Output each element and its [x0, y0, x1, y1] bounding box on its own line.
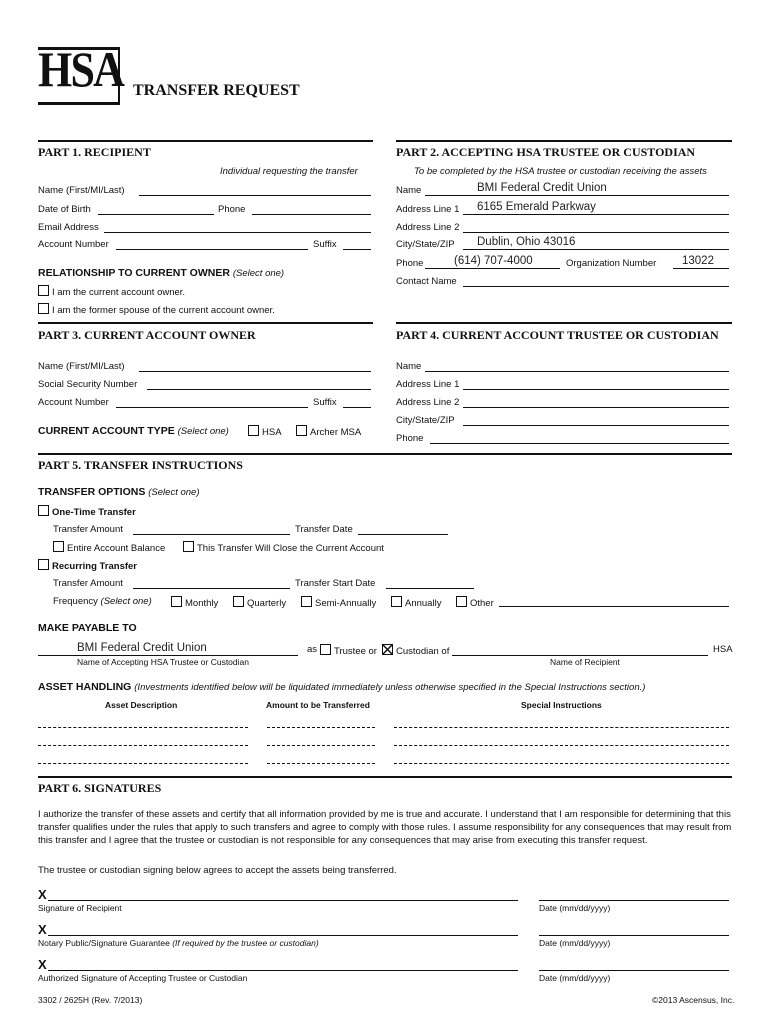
accepting-caption: Name of Accepting HSA Trustee or Custodian [77, 657, 249, 667]
asset-row-3-description[interactable] [38, 763, 248, 764]
recurring-amount-field[interactable] [133, 588, 290, 589]
trustee-name-value: BMI Federal Credit Union [477, 182, 607, 194]
account-type-heading: CURRENT ACCOUNT TYPE (Select one) [38, 425, 229, 437]
notary-signature-caption: Notary Public/Signature Guarantee (If required by the trustee or custodian) [38, 938, 319, 948]
checkbox-entire-balance[interactable] [53, 541, 64, 552]
authorized-date-field[interactable] [539, 970, 729, 971]
trustee-addr2-label: Address Line 2 [396, 222, 460, 233]
ssn-label: Social Security Number [38, 379, 138, 390]
current-trustee-phone-field[interactable] [430, 443, 729, 444]
opt-trustee[interactable]: Trustee or [320, 644, 377, 657]
recipient-caption: Name of Recipient [550, 657, 620, 667]
notary-date-caption: Date (mm/dd/yyyy) [539, 938, 611, 948]
opt-recurring[interactable]: Recurring Transfer [38, 559, 137, 572]
org-number-field[interactable] [673, 268, 729, 269]
recipient-date-field[interactable] [539, 900, 729, 901]
asset-row-1-description[interactable] [38, 727, 248, 728]
x-mark-notary: X [38, 922, 47, 937]
part2-subtitle: To be completed by the HSA trustee or custodian receiving the assets [414, 166, 707, 177]
part5-rule [38, 453, 732, 455]
opt-former-spouse[interactable]: I am the former spouse of the current account owner. [38, 303, 275, 316]
trustee-addr1-value: 6165 Emerald Parkway [477, 201, 596, 213]
authorization-paragraph: I authorize the transfer of these assets and certify that all information provided by me is true and accurate. I understand that I am responsible for determining that this transfer qualifies under the rules that apply to such transfers and agree to comply with those rules. I assume responsibility for any consequences that may result from this transfer and I agree that the trustee or custodian is not responsible for any consequences that may arise from executing this transfer request. [38, 809, 732, 846]
asset-row-2-instructions[interactable] [394, 745, 729, 746]
checkmark-x-icon [383, 645, 392, 654]
checkbox-one-time[interactable] [38, 505, 49, 516]
checkbox-close-account[interactable] [183, 541, 194, 552]
owner-suffix-field[interactable] [343, 407, 371, 408]
document-title: TRANSFER REQUEST [133, 82, 300, 99]
checkbox-custodian-checked[interactable] [382, 644, 393, 655]
checkbox-archer-msa[interactable] [296, 425, 307, 436]
org-number-value: 13022 [682, 255, 714, 267]
recipient-name-label: Name (First/MI/Last) [38, 185, 125, 196]
recipient-phone-label: Phone [218, 204, 246, 215]
transfer-options-heading: TRANSFER OPTIONS (Select one) [38, 486, 200, 498]
part6-rule [38, 776, 732, 778]
part1-rule [38, 140, 373, 142]
transfer-date-label: Transfer Date [295, 524, 353, 535]
part2-rule [396, 140, 732, 142]
part1-subtitle: Individual requesting the transfer [220, 166, 358, 177]
checkbox-current-owner[interactable] [38, 285, 49, 296]
checkbox-former-spouse[interactable] [38, 303, 49, 314]
owner-suffix-label: Suffix [313, 397, 337, 408]
checkbox-recurring[interactable] [38, 559, 49, 570]
opt-other[interactable]: Other [456, 596, 494, 609]
current-trustee-addr2-field[interactable] [463, 407, 729, 408]
owner-account-label: Account Number [38, 397, 109, 408]
opt-monthly[interactable]: Monthly [171, 596, 218, 609]
dob-field[interactable] [98, 214, 214, 215]
checkbox-monthly[interactable] [171, 596, 182, 607]
checkbox-hsa[interactable] [248, 425, 259, 436]
hsa-suffix: HSA [713, 644, 733, 655]
relationship-heading: RELATIONSHIP TO CURRENT OWNER (Select one) [38, 267, 285, 279]
email-field[interactable] [104, 232, 371, 233]
opt-custodian[interactable]: Custodian of [382, 644, 449, 657]
checkbox-other[interactable] [456, 596, 467, 607]
x-mark-authorized: X [38, 957, 47, 972]
recipient-suffix-field[interactable] [343, 249, 371, 250]
recipient-account-label: Account Number [38, 239, 109, 250]
start-date-label: Transfer Start Date [295, 578, 376, 589]
transfer-amount-label: Transfer Amount [53, 524, 123, 535]
recipient-signature-field[interactable] [48, 900, 518, 901]
part6-heading: PART 6. SIGNATURES [38, 781, 162, 795]
checkbox-annually[interactable] [391, 596, 402, 607]
col-asset-description: Asset Description [105, 700, 178, 710]
owner-name-label: Name (First/MI/Last) [38, 361, 125, 372]
col-special-instructions: Special Instructions [521, 700, 602, 710]
trustee-city-label: City/State/ZIP [396, 239, 455, 250]
current-trustee-addr1-field[interactable] [463, 389, 729, 390]
recipient-date-caption: Date (mm/dd/yyyy) [539, 903, 611, 913]
asset-row-2-description[interactable] [38, 745, 248, 746]
recipient-account-field[interactable] [116, 249, 308, 250]
current-trustee-city-label: City/State/ZIP [396, 415, 455, 426]
contact-name-label: Contact Name [396, 276, 457, 287]
current-trustee-addr2-label: Address Line 2 [396, 397, 460, 408]
dob-label: Date of Birth [38, 204, 91, 215]
authorized-date-caption: Date (mm/dd/yyyy) [539, 973, 611, 983]
trustee-addr2-field[interactable] [463, 232, 729, 233]
trustee-phone-field[interactable] [425, 268, 560, 269]
recipient-phone-field[interactable] [252, 214, 371, 215]
start-date-field[interactable] [386, 588, 474, 589]
owner-account-field[interactable] [116, 407, 308, 408]
current-trustee-phone-label: Phone [396, 433, 424, 444]
authorized-signature-caption: Authorized Signature of Accepting Trustee or Custodian [38, 973, 248, 983]
trustee-city-value: Dublin, Ohio 43016 [477, 236, 576, 248]
part5-heading: PART 5. TRANSFER INSTRUCTIONS [38, 458, 243, 472]
recipient-suffix-label: Suffix [313, 239, 337, 250]
col-amount-transferred: Amount to be Transferred [266, 700, 370, 710]
current-trustee-addr1-label: Address Line 1 [396, 379, 460, 390]
hsa-logo: HSA [38, 41, 124, 97]
contact-name-field[interactable] [463, 286, 729, 287]
trustee-city-field[interactable] [463, 249, 729, 250]
copyright: ©2013 Ascensus, Inc. [652, 995, 735, 1005]
trustee-phone-label: Phone [396, 258, 424, 269]
opt-current-owner[interactable]: I am the current account owner. [38, 285, 185, 298]
asset-row-3-amount[interactable] [267, 763, 375, 764]
asset-row-2-amount[interactable] [267, 745, 375, 746]
opt-semi-annually[interactable]: Semi-Annually [301, 596, 376, 609]
opt-hsa[interactable]: HSA [248, 425, 282, 438]
opt-one-time[interactable]: One-Time Transfer [38, 505, 136, 518]
other-frequency-field[interactable] [499, 606, 729, 607]
opt-quarterly[interactable]: Quarterly [233, 596, 286, 609]
make-payable-heading: MAKE PAYABLE TO [38, 622, 137, 634]
part3-rule [38, 322, 373, 324]
form-number: 3302 / 2625H (Rev. 7/2013) [38, 995, 143, 1005]
checkbox-semi-annually[interactable] [301, 596, 312, 607]
part4-heading: PART 4. CURRENT ACCOUNT TRUSTEE OR CUSTODIAN [396, 328, 719, 342]
recipient-name-payable-field[interactable] [452, 655, 708, 656]
checkbox-quarterly[interactable] [233, 596, 244, 607]
part1-heading: PART 1. RECIPIENT [38, 145, 151, 159]
part4-rule [396, 322, 732, 324]
opt-close-account[interactable]: This Transfer Will Close the Current Account [183, 541, 384, 554]
checkbox-trustee[interactable] [320, 644, 331, 655]
asset-row-3-instructions[interactable] [394, 763, 729, 764]
owner-name-field[interactable] [139, 371, 371, 372]
recurring-amount-label: Transfer Amount [53, 578, 123, 589]
notary-signature-field[interactable] [48, 935, 518, 936]
trustee-addr1-field[interactable] [463, 214, 729, 215]
payable-to-value: BMI Federal Credit Union [77, 642, 207, 654]
trustee-name-field[interactable] [425, 195, 729, 196]
recipient-name-field[interactable] [139, 195, 371, 196]
part2-heading: PART 2. ACCEPTING HSA TRUSTEE OR CUSTODIAN [396, 145, 696, 159]
current-trustee-name-field[interactable] [425, 371, 729, 372]
authorized-signature-field[interactable] [48, 970, 518, 971]
trustee-name-label: Name [396, 185, 422, 196]
recipient-signature-caption: Signature of Recipient [38, 903, 122, 913]
current-trustee-city-field[interactable] [463, 425, 729, 426]
trustee-phone-value: (614) 707-4000 [454, 255, 533, 267]
as-label: as [307, 644, 318, 655]
asset-handling-heading: ASSET HANDLING (Investments identified below will be liquidated immediately unless otherwise specified in the Special Instructions section.) [38, 681, 646, 693]
current-trustee-name-label: Name [396, 361, 422, 372]
ssn-field[interactable] [147, 389, 371, 390]
x-mark-recipient: X [38, 887, 47, 902]
email-label: Email Address [38, 222, 99, 233]
org-number-label: Organization Number [566, 258, 657, 269]
opt-annually[interactable]: Annually [391, 596, 441, 609]
notary-date-field[interactable] [539, 935, 729, 936]
frequency-label: Frequency (Select one) [53, 596, 152, 607]
asset-row-1-instructions[interactable] [394, 727, 729, 728]
transfer-date-field[interactable] [358, 534, 448, 535]
asset-row-1-amount[interactable] [267, 727, 375, 728]
transfer-amount-field[interactable] [133, 534, 290, 535]
trustee-addr1-label: Address Line 1 [396, 204, 460, 215]
opt-entire-balance[interactable]: Entire Account Balance [53, 541, 165, 554]
agreement-text: The trustee or custodian signing below agrees to accept the assets being transferred. [38, 865, 397, 876]
opt-archer-msa[interactable]: Archer MSA [296, 425, 361, 438]
payable-to-field[interactable] [38, 655, 298, 656]
part3-heading: PART 3. CURRENT ACCOUNT OWNER [38, 328, 256, 342]
